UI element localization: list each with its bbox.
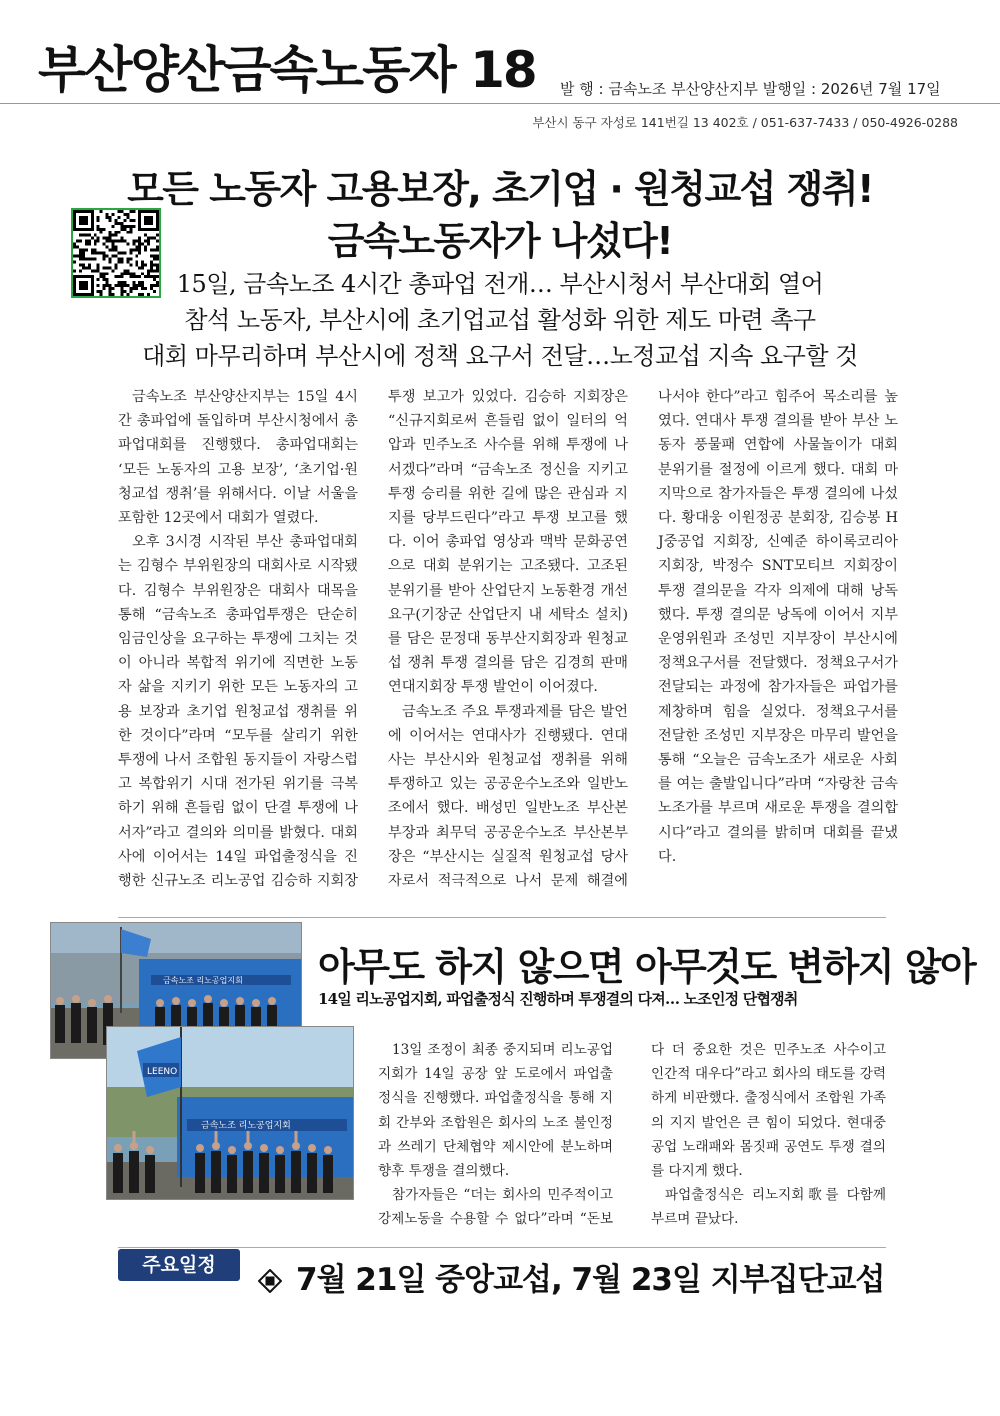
schedule-text: 7월 21일 중앙교섭, 7월 23일 지부집단교섭 (296, 1262, 885, 1298)
banner-text: 금속노조 리노공업지회 (163, 976, 243, 985)
second-subhead: 14일 리노공업지회, 파업출정식 진행하며 투쟁결의 다져… 노조인정 단협쟁취 (318, 990, 798, 1008)
lead-paragraph: 금속노조 부산양산지부는 15일 4시간 총파업에 돌입하며 부산시청에서 총파업대회를 진행했다. 총파업대회는 ‘모든 노동자의 고용 보장’, ‘초기업·원청교섭 쟁취’를 위해서다. 이날 서울을 포함한 12곳에서 대회가 열렸다. (118, 389, 358, 527)
publisher-line: 발 행 : 금속노조 부산양산지부 발행일 : 2026년 7월 17일 (560, 80, 941, 98)
flag-text: LEENO (147, 1067, 178, 1077)
second-paragraph: 13일 조정이 최종 중지되며 리노공업지회가 14일 공장 앞 도로에서 파업출정식을 진행했다. 파업출정식을 통해 지회 간부와 조합원은 회사의 노조 불인정과 쓰레기 단체협약 제시안에 분노하며 향후 투쟁을 결의했다. (378, 1042, 613, 1180)
lead-headline-1: 모든 노동자 고용보장, 초기업 · 원청교섭 쟁취! (127, 167, 873, 211)
second-paragraph: 참가자들은 “더는 회사의 민주적이고 강제노동을 수용할 수 없다”라며 “돈보다 더 중요한 것은 민주노조 사수이고 인간적 대우다”라고 회사의 태도를 강력하게 비판했다. 출정식에서 조합원 가족의 지지 발언은 큰 힘이 되었다. 현대중공업 노래패와 몸짓패 공연도 투쟁 결의를 다지게 했다. (378, 1042, 886, 1228)
second-paragraph: 파업출정식은 리노지회歌를 다함께 부르며 끝났다. (651, 1187, 886, 1228)
lead-paragraph: 금속노조 주요 투쟁과제를 담은 발언에 이어서는 연대사가 진행됐다. 연대사는 부산시와 원청교섭 쟁취를 위해 투쟁하고 있는 공공운수노조와 일반노조에서 했다. 배성민 일반노조 부산본부장과 최무덕 공공운수노조 부산본부장은 “부산시는 실질적 원청교섭 당사자로서 적극적으로 나서 문제 해결에 나서야 한다”라고 힘주어 목소리를 높였다. 연대사 투쟁 결의를 받아 부산 노동자 풍물패 연합에 사물놀이가 대회 분위기를 절정에 이르게 했다. 대회 마지막으로 참가자들은 투쟁 결의에 나섰다. 황대웅 이원정공 분회장, 김승봉 HJ중공업 지회장, 신예준 하이록코리아 지회장, 박정수 SNT모티브 지회장이 투쟁 결의문을 각자 의제에 대해 낭독했다. 투쟁 결의문 낭독에 이어서 지부 운영위원과 조성민 지부장이 부산시에 정책요구서를 전달했다. 정책요구서가 전달되는 과정에 참가자들은 파업가를 제창하며 힘을 실었다. 정책요구서를 전달한 조성민 지부장은 마무리 발언을 통해 “오늘은 금속노조가 새로운 사회를 여는 출발입니다”라며 “자랑찬 금속노조가를 부르며 새로운 투쟁을 결의합시다”라고 결의를 밝히며 대회를 끝냈다. (388, 389, 898, 890)
lead-subhead-2: 참석 노동자, 부산시에 초기업교섭 활성화 위한 제도 마련 촉구 (184, 306, 816, 334)
lead-article-body (118, 385, 898, 905)
second-article-body (378, 1038, 886, 1238)
black-square-in-diamond-icon (258, 1261, 282, 1285)
schedule-line (258, 1258, 884, 1302)
lead-subhead-3: 대회 마무리하며 부산시에 정책 요구서 전달…노정교섭 지속 요구할 것 (142, 342, 858, 370)
second-headline: 아무도 하지 않으면 아무것도 변하지 않아 (318, 945, 976, 989)
section-divider (118, 917, 886, 918)
address-line: 부산시 동구 자성로 141번길 13 402호 / 051-637-7433 / 050-4926-0288 (532, 115, 958, 130)
lead-headline-2: 금속노동자가 나섰다! (327, 219, 673, 263)
lead-subhead-1: 15일, 금속노조 4시간 총파업 전개… 부산시청서 부산대회 열어 (176, 270, 824, 298)
banner-text: 금속노조 리노공업지회 (201, 1121, 291, 1131)
newsletter-title: 부산양산금속노동자 18 (38, 41, 536, 99)
schedule-divider (118, 1247, 886, 1248)
schedule-badge: 주요일정 (118, 1249, 240, 1281)
lead-paragraph: 오후 3시경 시작된 부산 총파업대회는 김형수 부위원장의 대회사로 시작됐다. 김형수 부위원장은 대회사 대목을 통해 “금속노조 총파업투쟁은 단순히 임금인상을 요구하는 투쟁에 그치는 것이 아니라 복합적 위기에 직면한 노동자 삶을 지키기 위한 모든 노동자의 고용 보장과 초기업 원청교섭 쟁취를 위한 것이다”라며 “모두를 살리기 위한 투쟁에 나서 조합원 동지들이 자랑스럽고 복합위기 시대 전가된 위기를 극복하기 위해 흔들림 없이 단결 투쟁에 나서자”라고 결의와 의미를 밝혔다. 대회사에 이어서는 14일 파업출정식을 진행한 신규노조 리노공업 김승하 지회장 투쟁 보고가 있었다. 김승하 지회장은 “신규지회로써 흔들림 없이 일터의 억압과 민주노조 사수를 위해 투쟁에 나서겠다”라며 “금속노조 정신을 지키고 투쟁 승리를 위한 길에 많은 관심과 지지를 당부드린다”라고 투쟁 보고를 했다. 이어 총파업 영상과 맥박 문화공연으로 대회 분위기는 고조됐다. 고조된 분위기를 받아 산업단지 노동환경 개선 요구(기장군 산업단지 내 세탁소 설치)를 담은 문정대 동부산지회장과 원청교섭 쟁취 투쟁 결의를 담은 김경희 판매연대지회장 투쟁 발언이 이어졌다. (118, 389, 628, 890)
strike-rally-photo-2 (106, 1026, 354, 1200)
header-divider (0, 103, 1000, 104)
